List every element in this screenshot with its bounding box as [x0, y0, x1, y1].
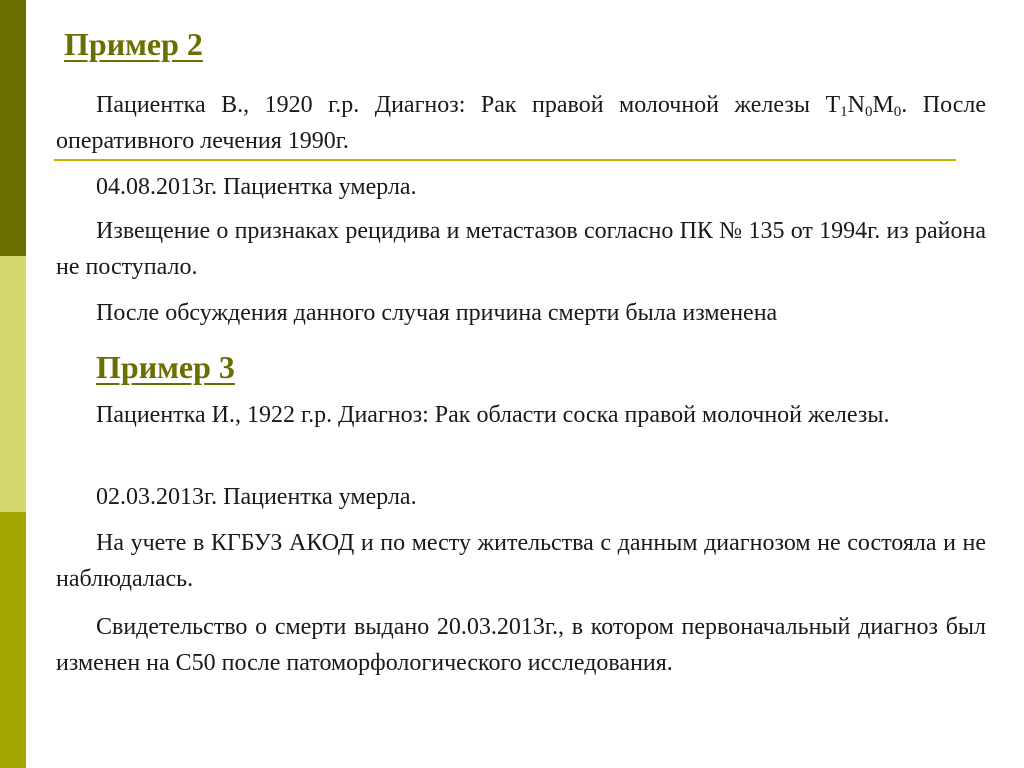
- example-2-heading: Пример 2: [64, 26, 203, 62]
- side-bar-segment-bottom: [0, 512, 26, 768]
- side-bar-segment-top: [0, 0, 26, 256]
- example-2-paragraph-diagnosis: Пациентка В., 1920 г.р. Диагноз: Рак правой молочной железы $T_1N_0M_0$. После оперативного лечения 1990г.: [56, 92, 986, 154]
- example-2-paragraph-death-date: 04.08.2013г. Пациентка умерла.: [96, 174, 417, 200]
- example-3-paragraph-certificate: Свидетельство о смерти выдано 20.03.2013г., в котором первоначальный диагноз был изменен на С50 после патоморфологического исследования.: [56, 614, 986, 676]
- example-3-heading: Пример 3: [96, 349, 235, 385]
- example-2-paragraph-conclusion: После обсуждения данного случая причина смерти была изменена: [96, 300, 778, 326]
- divider-line: [54, 159, 956, 161]
- example-3-paragraph-registration: На учете в КГБУЗ АКОД и по месту жительства с данным диагнозом не состояла и не наблюдалась.: [56, 530, 986, 592]
- side-bar-segment-middle: [0, 256, 26, 512]
- example-3-paragraph-diagnosis: Пациентка И., 1922 г.р. Диагноз: Рак области соска правой молочной железы.: [96, 402, 890, 428]
- example-2-paragraph-notice: Извещение о признаках рецидива и метастазов согласно ПК № 135 от 1994г. из района не поступало.: [56, 218, 986, 280]
- example-3-paragraph-death-date: 02.03.2013г. Пациентка умерла.: [96, 484, 417, 510]
